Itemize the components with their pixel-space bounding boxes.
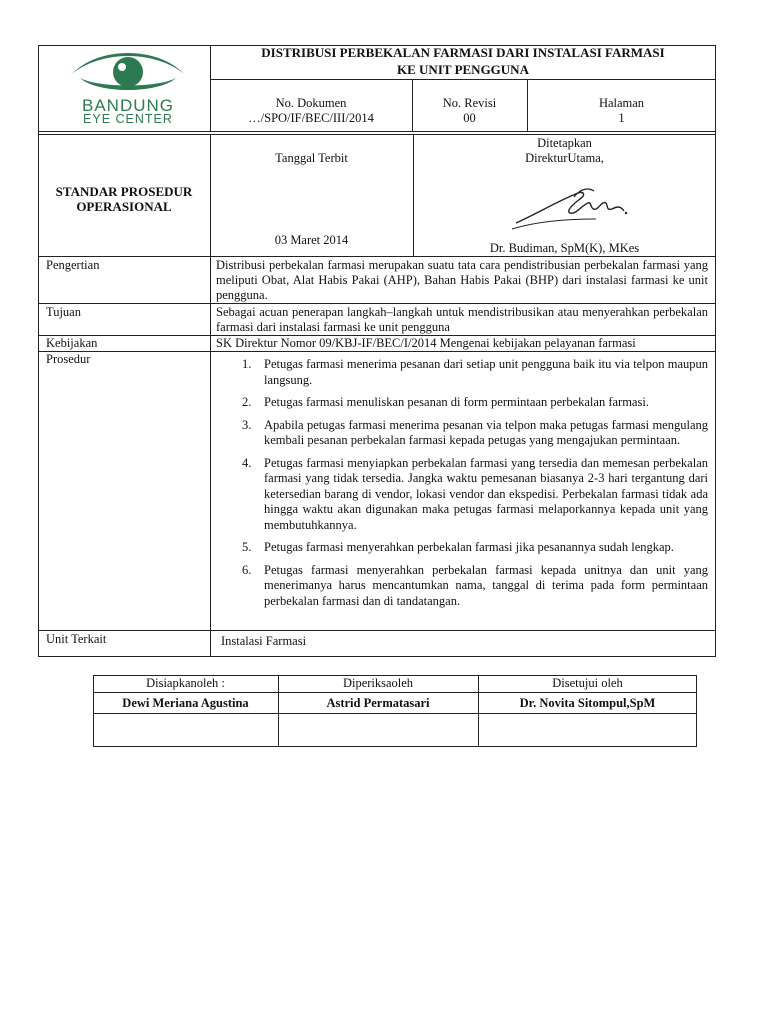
checked-by-name: Astrid Permatasari (326, 696, 430, 710)
brand-line-2: EYE CENTER (83, 112, 173, 126)
kebijakan-bottom-divider (38, 351, 716, 352)
approved-by-name: Dr. Novita Sitompul,SpM (519, 696, 656, 710)
checked-by-label: Diperiksaoleh (342, 676, 414, 690)
doc-number-value: …/SPO/IF/BEC/III/2014 (248, 111, 374, 125)
step-text: Petugas farmasi menerima pesanan dari setiap unit pengguna baik itu via telpon maupun langsung. (264, 357, 708, 387)
list-item: 1. Petugas farmasi menerima pesanan dari setiap unit pengguna baik itu via telpon maupun langsung. (242, 357, 708, 387)
spo-bottom-divider (38, 256, 716, 257)
prosedur-list (216, 357, 708, 609)
kebijakan-text: SK Direktur Nomor 09/KBJ-IF/BEC/I/2014 Mengenai kebijakan pelayanan farmasi (216, 336, 636, 350)
doc-number-label: No. Dokumen (275, 96, 347, 110)
spo-label-line-1: STANDAR PROSEDUR (55, 184, 193, 199)
doc-number-cell (210, 96, 412, 126)
approved-by-label: Disetujui oleh (552, 676, 623, 690)
logo (58, 48, 198, 128)
list-item: 4. Petugas farmasi menyiapkan perbekalan farmasi yang tersedia dan memesan perbekalan farmasi yang tidak tersedia. Jangka waktu pemesanan biasanya 2-3 hari tergantung dari ketersedian barang di vendor, lokasi vendor dan ekspedisi. Perbekalan farmasi tidak ada hingga waktu akan digunakan maka petugas farmasi melaporkannya kepada unit yang membutuhkannya. (242, 455, 708, 532)
prosedur-bottom-divider (38, 630, 716, 631)
director-signature (508, 183, 648, 233)
page-value: 1 (618, 111, 625, 125)
step-text: Apabila petugas farmasi menerima pesanan via telpon maka petugas farmasi mengulang kembali pesanan perbekalan farmasi kepada petugas yang mengajukan permintaan. (264, 417, 708, 447)
director-name: Dr. Budiman, SpM(K), MKes (489, 241, 640, 255)
page-cell (527, 96, 716, 126)
list-item: 5. Petugas farmasi menyerahkan perbekalan farmasi jika pesanannya sudah lengkap. (242, 540, 674, 554)
list-item: 3. Apabila petugas farmasi menerima pesanan via telpon maka petugas farmasi mengulang kembali pesanan perbekalan farmasi kepada petugas yang mengajukan permintaan. (242, 417, 708, 447)
brand-line-1: BANDUNG (81, 96, 174, 115)
eye-logo-icon (58, 48, 198, 100)
step-text: Petugas farmasi menyerahkan perbekalan farmasi kepada unitnya dan unit yang menerimanya harus mencantumkan nama, tanggal di terima pada form permintaan perbekalan farmasi dan di tandatangan. (264, 562, 708, 608)
pengertian-label: Pengertian (46, 258, 100, 272)
kebijakan-label: Kebijakan (46, 336, 98, 350)
unit-text: Instalasi Farmasi (221, 634, 307, 648)
step-text: Petugas farmasi menyiapkan perbekalan farmasi yang tersedia dan memesan perbekalan farmasi yang tidak tersedia. Jangka waktu pemesanan biasanya 2-3 hari tergantung dari ketersedian barang di vendor, lokasi vendor dan ekspedisi. Perbekalan farmasi tidak ada hingga waktu akan digunakan maka petugas farmasi melaporkannya kepada unit yang membutuhkannya. (264, 455, 708, 532)
document-title (210, 44, 716, 78)
pengertian-text: Distribusi perbekalan farmasi merupakan suatu tata cara pendistribusian perbekalan farmasi yang meliputi Obat, Alat Habis Pakai (AHP), Bahan Habis Pakai (BHP) dari instalasi farmasi ke unit pengguna. (216, 258, 708, 302)
revision-label: No. Revisi (442, 96, 497, 110)
issue-date-label: Tanggal Terbit (275, 151, 348, 165)
header-row-divider (210, 79, 716, 80)
title-line-2: KE UNIT PENGGUNA (397, 62, 529, 77)
pengertian-bottom-divider (38, 303, 716, 304)
prepared-by-label: Disiapkanoleh : (146, 676, 225, 690)
approved-line-2: DirekturUtama, (525, 151, 604, 165)
spo-label-line-2: OPERASIONAL (76, 199, 172, 214)
header-bottom-divider (38, 131, 716, 132)
signoff-name-divider (93, 713, 697, 714)
prosedur-label: Prosedur (46, 352, 91, 366)
approved-block (413, 136, 716, 166)
revision-value: 00 (463, 111, 476, 125)
list-item: 6. Petugas farmasi menyerahkan perbekalan farmasi kepada unitnya dan unit yang menerimanya harus mencantumkan nama, tanggal di terima pada form permintaan perbekalan farmasi dan di tandatangan. (242, 562, 708, 608)
prosedur-steps (216, 357, 708, 616)
spo-label-divider (210, 134, 211, 657)
spo-top-divider (38, 134, 716, 135)
spo-label (38, 184, 210, 214)
signoff-header-divider (93, 692, 697, 693)
issue-date-value: 03 Maret 2014 (274, 233, 349, 247)
title-line-1: DISTRIBUSI PERBEKALAN FARMASI DARI INSTALASI FARMASI (261, 45, 665, 60)
step-text: Petugas farmasi menuliskan pesanan di form permintaan perbekalan farmasi. (264, 395, 649, 409)
list-item: 2. Petugas farmasi menuliskan pesanan di form permintaan perbekalan farmasi. (242, 395, 649, 409)
tujuan-text: Sebagai acuan penerapan langkah–langkah untuk mendistribusikan atau menyerahkan perbekalan farmasi dari instalasi farmasi ke unit pengguna (216, 305, 708, 334)
step-text: Petugas farmasi menyerahkan perbekalan farmasi jika pesanannya sudah lengkap. (264, 540, 674, 554)
page-label: Halaman (598, 96, 645, 110)
unit-label: Unit Terkait (46, 632, 107, 646)
prepared-by-name: Dewi Meriana Agustina (122, 696, 249, 710)
tujuan-label: Tujuan (46, 305, 81, 319)
revision-cell (412, 96, 527, 126)
approved-line-1: Ditetapkan (537, 136, 592, 150)
